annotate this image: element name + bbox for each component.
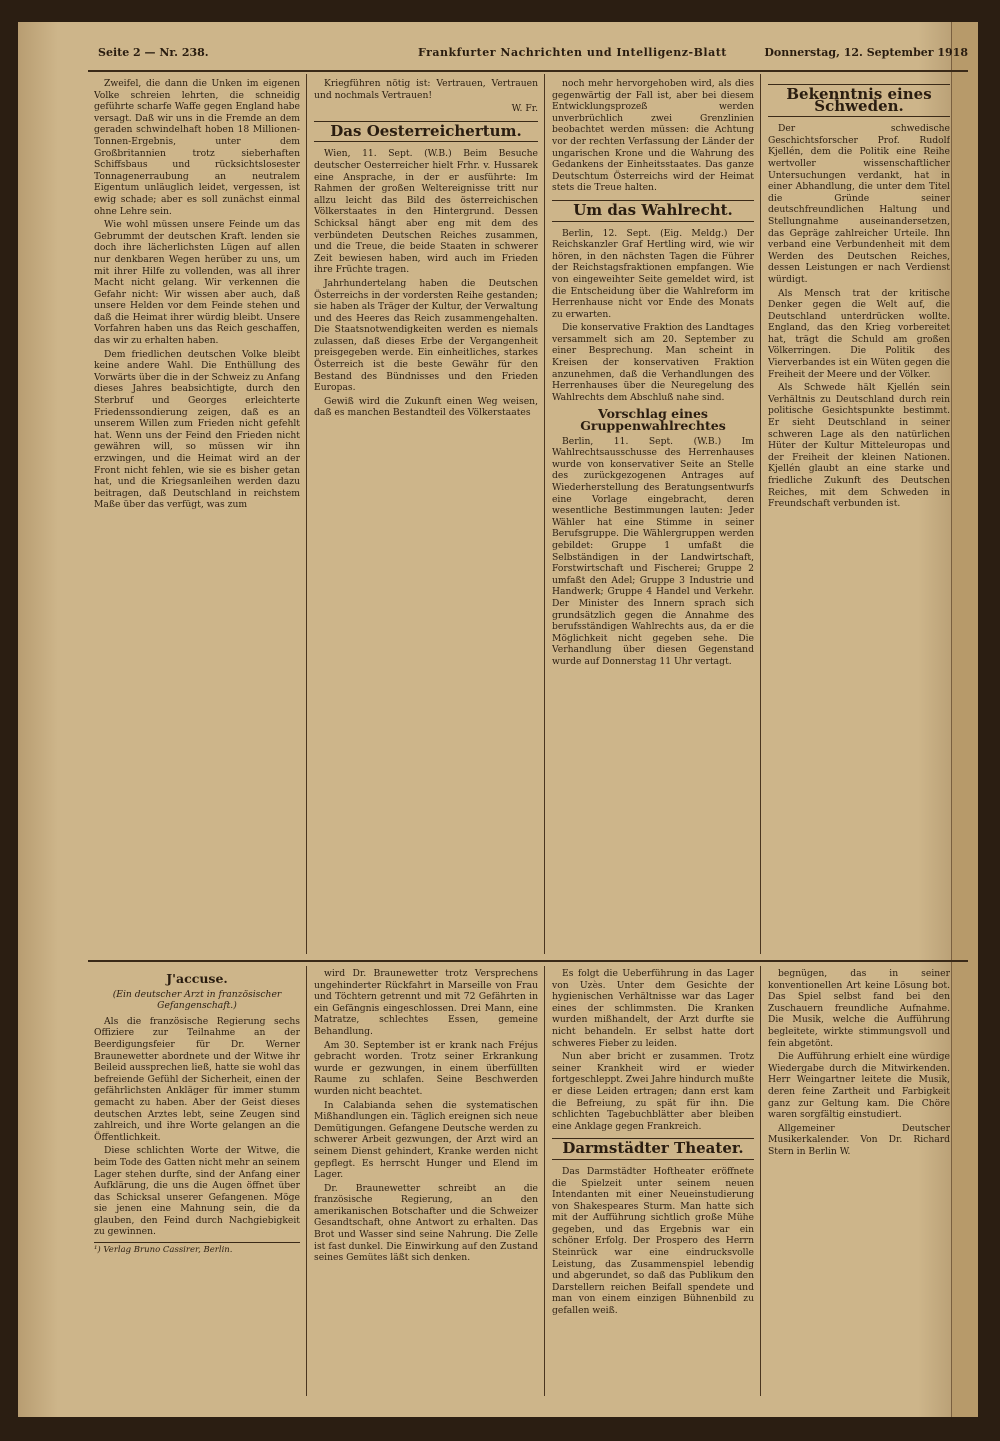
feuilleton-column-4 — [768, 968, 950, 1398]
article-subtitle: (Ein deutscher Arzt in französischer Gefangenschaft.) — [112, 988, 282, 1012]
paragraph: Dr. Braunewetter schreibt an die französische Regierung, an den amerikanischen Botschafter und die Schweizer Gesandtschaft, ohne Antwort zu erhalten. Das Brot und Wasser sind seine Nahrung. Die Zelle ist fast dunkel. Die Einwirkung auf den Zustand seines Gemütes läßt sich denken. — [314, 1182, 538, 1264]
column-rule — [306, 74, 307, 954]
paragraph: noch mehr hervorgehoben wird, als dies gegenwärtig der Fall ist, aber bei diesem Entwicklungsprozeß werden unverbrüchlich zwei Grenzlinien beobachtet werden müssen: die Achtung vor der rechten Verfassung der Länder der ungarischen Krone und die Wahrung des Gedankens der Einheitsstaates. Das ganze Deutschtum Österreichs wird der Heimat stets die Treue halten. — [552, 78, 754, 194]
article-column-3 — [552, 78, 754, 954]
issue-date: Donnerstag, 12. September 1918 — [764, 46, 968, 59]
column-rule — [760, 966, 761, 1396]
article-title: Das Oesterreichertum. — [314, 121, 538, 143]
paragraph: Allgemeiner Deutscher Musikerkalender. Von Dr. Richard Stern in Berlin W. — [768, 1122, 950, 1157]
paragraph: wird Dr. Braunewetter trotz Versprechens ungehinderter Rückfahrt in Marseille von Frau und Töchtern getrennt und mit 72 Gefährten in ein Gefängnis eingeschlossen. Drei Mann, eine Matratze, schlechtes Essen, gemeine Behandlung. — [314, 968, 538, 1037]
paragraph: Der schwedische Geschichtsforscher Prof. Rudolf Kjellén, dem die Politik eine Reihe wertvoller wissenschaftlicher Untersuchungen verdankt, hat in einer Abhandlung, die unter dem Titel die Gründe seiner deutschfreundlichen Haltung und Stellungnahme auseinandersetzen, das Gepräge zahlreicher Urteile. Ihn verband eine Verbundenheit mit dem Werden des Deutschen Reiches, dessen Leistungen er nach Verdienst würdigt. — [768, 123, 950, 285]
paragraph: Die konservative Fraktion des Landtages versammelt sich am 20. September zu einer Besprechung. Man scheint in Kreisen der konservativen Fraktion anzunehmen, daß die Verhandlungen des Herrenhauses über die Neuregelung des Wahlrechts dem Abschluß nahe sind. — [552, 322, 754, 403]
column-rule — [306, 966, 307, 1396]
footnote: ¹) Verlag Bruno Cassirer, Berlin. — [94, 1242, 300, 1257]
column-rule — [760, 74, 761, 954]
paragraph: Am 30. September ist er krank nach Fréjus gebracht worden. Trotz seiner Erkrankung wurde er gezwungen, in einem überfüllten Raume zu schlafen. Seine Beschwerden wurden nicht beachtet. — [314, 1039, 538, 1097]
section-divider — [88, 960, 968, 962]
feuilleton-column-1 — [94, 968, 300, 1398]
paragraph: begnügen, das in seiner konventionellen Art keine Lösung bot. Das Spiel selbst fand bei den Zuschauern freundliche Aufnahme. Die Musik, welche die Aufführung begleitete, wirkte stimmungsvoll und fein abgetönt. — [768, 968, 950, 1049]
article-title: Darmstädter Theater. — [552, 1138, 754, 1160]
paragraph: Nun aber bricht er zusammen. Trotz seiner Krankheit wird er wieder fortgeschleppt. Zwei Jahre hindurch mußte er diese Leiden ertragen; dann erst kam die Befreiung, zu spät für ihn. Die schlichten Tagebuchblätter aber bleiben eine Anklage gegen Frankreich. — [552, 1051, 754, 1132]
newspaper-page — [18, 22, 978, 1417]
article-subtitle: Vorschlag eines Gruppenwahlrechtes — [580, 406, 726, 434]
paragraph: Die Aufführung erhielt eine würdige Wiedergabe durch die Mitwirkenden. Herr Weingartner leitete die Musik, deren feine Zartheit und Farbigkeit ganz zur Geltung kam. Die Chöre waren sorgfältig einstudiert. — [768, 1051, 950, 1121]
paragraph: Dem friedlichen deutschen Volke bleibt keine andere Wahl. Die Enthüllung des Vorwärts über die in der Schweiz zu Anfang dieses Jahres beabsichtigte, durch den Sterbruf und Georges erleichterte Friedenssondierung zeigen, daß es an unserem Willen zum Frieden nicht gefehlt hat. Wenn uns der Feind den Frieden nicht gewähren will, so müssen wir ihn erzwingen, und die Heimat wird an der Front nicht fehlen, wie sie es bisher getan hat, und die Kriegsanleihen werden dazu beitragen, daß Deutschland in reichstem Maße über das verfügt, was zum — [94, 348, 300, 511]
article-title: J'accuse. — [166, 971, 228, 986]
paragraph: In Calabianda sehen die systematischen Mißhandlungen ein. Täglich ereignen sich neue Demütigungen. Gefangene Deutsche werden zu schwerer Arbeit gezwungen, der Arzt wird an seinem Dienst gehindert, Kranke werden nicht gepflegt. Es herrscht Hunger und Elend im Lager. — [314, 1099, 538, 1181]
column-rule — [544, 74, 545, 954]
paragraph: Wie wohl müssen unsere Feinde um das Gebrummt der deutschen Kraft. lenden sie doch ihre lächerlichsten Lügen auf allen nur denkbaren Wegen herüber zu uns, um mit ihrer Hilfe zu vollenden, was all ihrer Macht nicht gelang. Wir verkennen die Gefahr nicht: Wir wissen aber auch, daß unsere Helden vor dem Feinde stehen und daß die Heimat ihrer würdig bleibt. Unsere Vorfahren haben uns das Reich geschaffen, das wir zu erhalten haben. — [94, 219, 300, 347]
article-column-1 — [94, 78, 300, 954]
paragraph: Diese schlichten Worte der Witwe, die beim Tode des Gatten nicht mehr an seinem Lager stehen durfte, sind der Anfang einer Aufklärung, die uns die Augen öffnet über das Schicksal unserer Gefangenen. Möge sie jenen eine Mahnung sein, die da glauben, den Feind durch Nachgiebigkeit zu gewinnen. — [94, 1145, 300, 1238]
paragraph: Berlin, 11. Sept. (W.B.) Im Wahlrechtsausschusse des Herrenhauses wurde von konservativer Seite an Stelle des zurückgezogenen Antrages auf Wiederherstellung des Beratungsentwurfs eine Vorlage eingebracht, deren wesentliche Bestimmungen lauten: Jeder Wähler hat eine Stimme in seiner Berufsgruppe. Die Wählergruppen werden gebildet: Gruppe 1 umfaßt die Selbständigen in der Landwirtschaft, Forstwirtschaft und Fischerei; Gruppe 2 umfaßt den Adel; Gruppe 3 Industrie und Handwerk; Gruppe 4 Handel und Verkehr. Der Minister des Innern sprach sich grundsätzlich gegen die Annahme des berufsständigen Wahlrechts aus, da er die Möglichkeit nicht gegeben sehe. Die Verhandlung über diesen Gegenstand wurde auf Donnerstag 11 Uhr vertagt. — [552, 435, 754, 667]
article-column-2 — [314, 78, 538, 954]
paragraph: Kriegführen nötig ist: Vertrauen, Vertrauen und nochmals Vertrauen! — [314, 78, 538, 101]
paragraph: Als Mensch trat der kritische Denker gegen die Welt auf, die Deutschland unterdrücken wollte. England, das den Krieg vorbereitet hat, trägt die Schuld am großen Völkerringen. Die Politik des Vierverbandes ist ein Wüten gegen die Freiheit der Meere und der Völker. — [768, 287, 950, 380]
article-title: Bekenntnis eines Schweden. — [768, 84, 950, 117]
article-column-4 — [768, 78, 950, 954]
paragraph: Das Darmstädter Hoftheater eröffnete die Spielzeit unter seinem neuen Intendanten mit einer Neueinstudierung von Shakespeares Sturm. Man hatte sich mit der Aufführung sichtlich große Mühe gegeben, und das Ergebnis war ein schöner Erfolg. Der Prospero des Herrn Steinrück war eine eindrucksvolle Leistung, das Zusammenspiel lebendig und abgerundet, so daß das Publikum den Darstellern reichen Beifall spendete und man von einem einzigen Bühnenbild zu gefallen weiß. — [552, 1165, 754, 1317]
feuilleton-column-2 — [314, 968, 538, 1398]
paragraph: Jahrhundertelang haben die Deutschen Österreichs in der vordersten Reihe gestanden; sie haben als Träger der Kultur, der Verwaltung und des Heeres das Reich zusammengehalten. Die Staatsnotwendigkeiten werden es niemals zulassen, daß dieses Erbe der Vergangenheit preisgegeben werde. Ein einheitliches, starkes Österreich ist die beste Gewähr für den Bestand des Bündnisses und den Frieden Europas. — [314, 277, 538, 394]
paragraph: Wien, 11. Sept. (W.B.) Beim Besuche deutscher Oesterreicher hielt Frhr. v. Hussarek eine Ansprache, in der er ausführte: Im Rahmen der großen Weltereignisse tritt nur allzu leicht das Bild des österreichischen Völkerstaates in den Hintergrund. Dessen Schicksal hängt aber eng mit dem des verbündeten Deutschen Reiches zusammen, und die Treue, die beide Staaten in schwerer Zeit bewiesen haben, wird auch im Frieden ihre Früchte tragen. — [314, 148, 538, 276]
paragraph: Berlin, 12. Sept. (Eig. Meldg.) Der Reichskanzler Graf Hertling wird, wie wir hören, in den nächsten Tagen die Führer der Reichstagsfraktionen empfangen. Wie von eingeweihter Seite gemeldet wird, ist die Entscheidung über die Wahlreform im Herrenhause nicht vor Ende des Monats zu erwarten. — [552, 227, 754, 320]
paragraph: Als Schwede hält Kjellén sein Verhältnis zu Deutschland durch rein politische Gesichtspunkte bestimmt. Er sieht Deutschland in seiner schweren Lage als den natürlichen Hüter der Kultur Mitteleuropas und der Freiheit der kleinen Nationen. Kjellén glaubt an eine starke und friedliche Zukunft des Deutschen Reiches, mit dem Schweden in Freundschaft verbunden ist. — [768, 382, 950, 510]
feuilleton-column-3 — [552, 968, 754, 1398]
paragraph: Es folgt die Ueberführung in das Lager von Uzès. Unter dem Gesichte der hygienischen Verhältnisse war das Lager eines der schlimmsten. Die Kranken wurden mißhandelt, der Arzt durfte sie nicht behandeln. Er selbst hatte dort schweres Fieber zu leiden. — [552, 968, 754, 1049]
page-header — [88, 40, 968, 72]
article-title: Um das Wahlrecht. — [552, 200, 754, 222]
paragraph: Zweifel, die dann die Unken im eigenen Volke schreien lehrten, die schneidig geführte scharfe Waffe gegen England habe versagt. Daß wir uns in die Fremde an dem geraden schwindelhaft hoben 18 Millionen-Tonnen-Ergebnis, unter dem Großbritannien trotz sieberhaften Schiffsbaus und rücksichtslosester Tonnagenerraubung an neutralem Eigentum unläuglich leidet, vergessen, ist ewig schade; aber es soll zunächst einmal ohne Lehre sein. — [94, 78, 300, 217]
page-number: Seite 2 — Nr. 238. — [98, 46, 209, 59]
page-edge — [951, 22, 978, 1417]
column-rule — [544, 966, 545, 1396]
paragraph: Gewiß wird die Zukunft einen Weg weisen, daß es manchen Bestandteil des Völkerstaates — [314, 395, 538, 419]
paragraph: Als die französische Regierung sechs Offiziere zur Teilnahme an der Beerdigungsfeier für Dr. Werner Braunewetter abordnete und der Witwe ihr Beileid aussprechen ließ, hatte sie wohl das befreiende Gefühl der Sicherheit, einen der gefährlichsten Ankläger für immer stumm gemacht zu haben. Aber der Geist dieses deutschen Arztes lebt, seine Zeugen sind zahlreich, und ihre Worte gelangen an die Öffentlichkeit. — [94, 1015, 300, 1143]
author-signature: W. Fr. — [511, 103, 538, 115]
masthead: Frankfurter Nachrichten und Intelligenz-Blatt — [418, 46, 727, 59]
